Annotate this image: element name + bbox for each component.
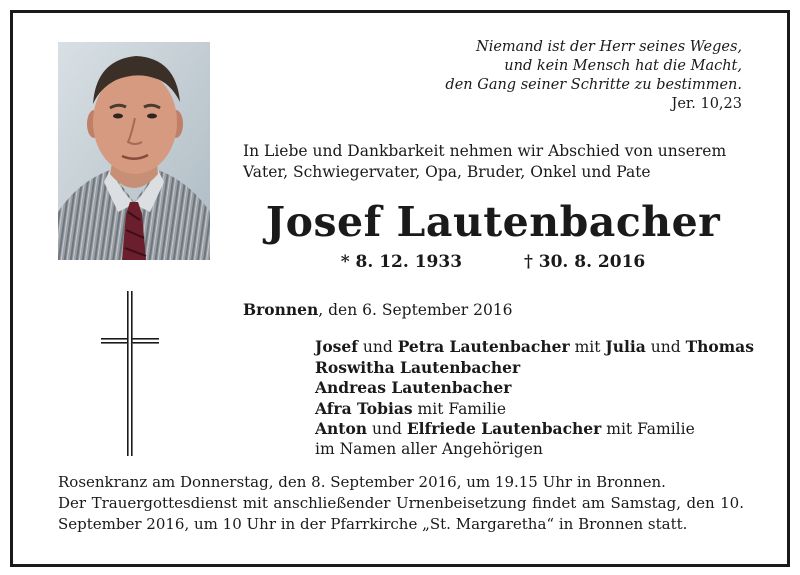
mourner-text: und	[357, 338, 398, 356]
place-date	[243, 300, 513, 319]
rosary-info: Rosenkranz am Donnerstag, den 8. September 2016, um 19.15 Uhr in Bronnen.	[58, 473, 666, 491]
life-dates	[243, 252, 743, 272]
mourner-line	[315, 358, 754, 379]
mourner-text: im Namen aller Angehörigen	[315, 439, 543, 458]
mourner-name: Elfriede Lautenbacher	[406, 419, 602, 438]
mourner-line	[315, 419, 754, 440]
bible-verse	[402, 38, 742, 114]
mourner-text: mit Familie	[412, 399, 507, 418]
mourner-text: und	[645, 338, 686, 356]
mourner-name: Petra Lautenbacher	[397, 337, 570, 356]
mourners-list	[315, 337, 754, 459]
mourner-line	[315, 399, 754, 420]
mourner-name: Andreas Lautenbacher	[315, 378, 512, 397]
service-info	[58, 472, 744, 535]
mourner-text: mit	[569, 338, 606, 356]
mourner-line	[315, 337, 754, 358]
cross-icon	[101, 291, 159, 456]
notice-date: , den 6. September 2016	[318, 301, 513, 319]
deceased-name: Josef Lautenbacher	[265, 198, 721, 246]
mourner-text: mit Familie	[601, 420, 695, 438]
verse-reference: Jer. 10,23	[671, 96, 742, 112]
funeral-info: Der Trauergottesdienst mit anschließender Urnenbeisetzung findet am Samstag, den 10. September 2016, um 10 Uhr in der Pfarrkirche „St. Margaretha“ in Bronnen statt.	[58, 494, 744, 533]
death-date: † 30. 8. 2016	[523, 252, 646, 272]
farewell-intro	[243, 141, 753, 183]
mourner-name: Afra Tobias	[315, 398, 413, 418]
mourner-text: und	[367, 420, 407, 438]
intro-line-1: In Liebe und Dankbarkeit nehmen wir Abschied von unserem	[243, 142, 727, 160]
mourner-name: Thomas	[685, 337, 754, 356]
portrait-photo	[58, 42, 210, 260]
verse-line-2: und kein Mensch hat die Macht,	[504, 58, 742, 74]
verse-line-1: Niemand ist der Herr seines Weges,	[476, 39, 742, 55]
mourner-name: Julia	[605, 337, 646, 356]
birth-date: * 8. 12. 1933	[340, 252, 463, 272]
place-name: Bronnen	[243, 300, 319, 319]
mourner-line	[315, 440, 754, 460]
verse-line-3: den Gang seiner Schritte zu bestimmen.	[445, 77, 742, 93]
mourner-line	[315, 378, 754, 399]
mourner-name: Roswitha Lautenbacher	[315, 357, 521, 377]
intro-line-2: Vater, Schwiegervater, Opa, Bruder, Onkel und Pate	[243, 163, 651, 181]
mourner-name: Josef	[315, 337, 358, 356]
mourner-name: Anton	[315, 419, 368, 438]
